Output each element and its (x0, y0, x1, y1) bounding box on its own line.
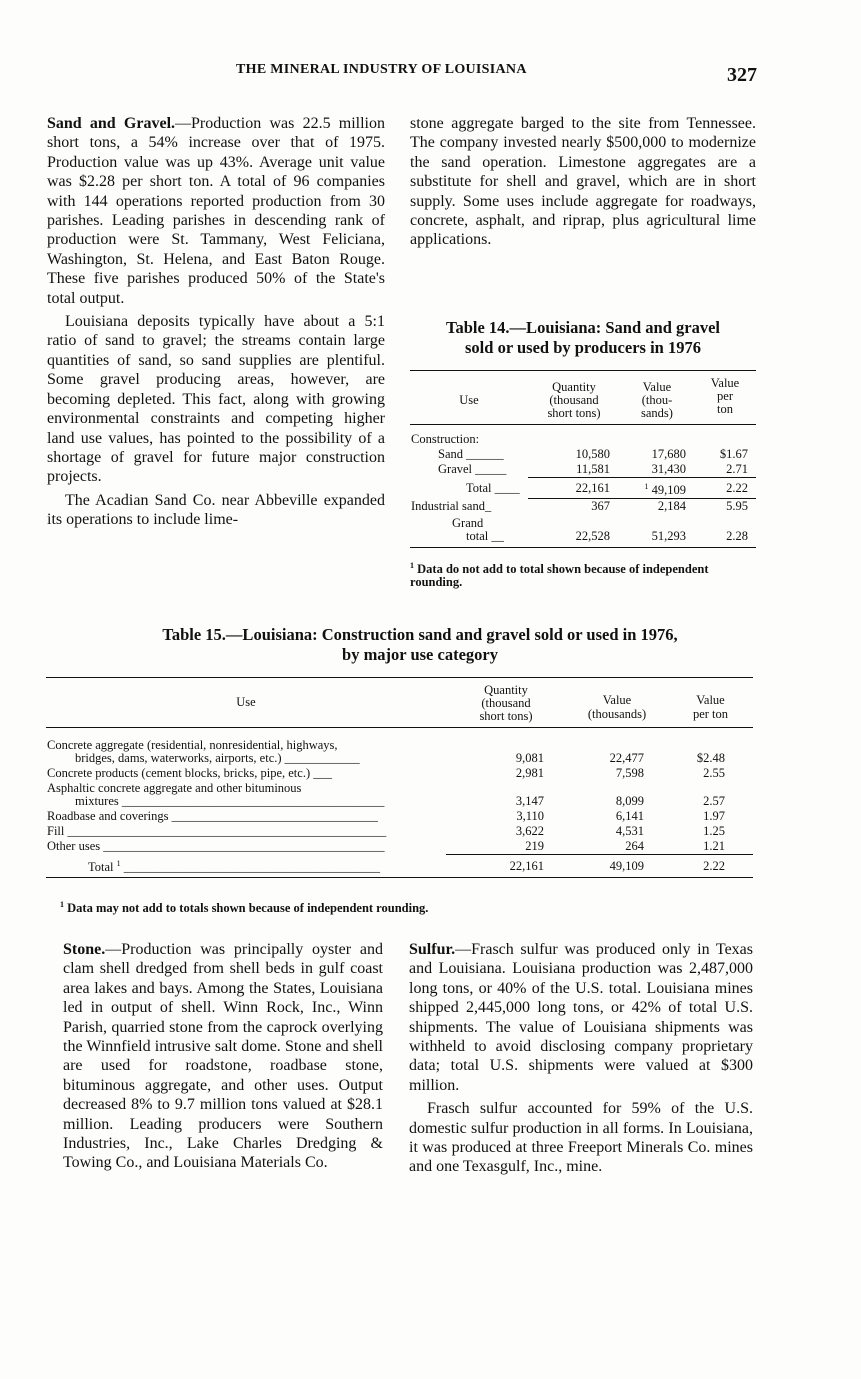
table-row: Gravel _____ 11,581 31,430 2.71 (438, 462, 748, 477)
table-row: Other uses _____________________________________________ 219 264 1.21 (47, 839, 725, 854)
table-row: Industrial sand_ 367 2,184 5.95 (410, 499, 756, 515)
table15-header-qty: Quantity (thousand short tons) (479, 683, 533, 723)
sand-gravel-paragraph-3: The Acadian Sand Co. near Abbeville expanded its operations to include lime- (47, 491, 385, 529)
table14-caption (410, 318, 756, 358)
table14-title-line2: sold or used by producers in 1976 (465, 338, 701, 357)
sulfur-section (409, 940, 753, 1177)
stone-p1-text: —Production was principally oyster and clam shell dredged from shell beds in gulf coast area lakes and bays. Among the States, Louisiana led in output of shell. Winn Rock, Inc., Winn Parish, quarried stone from the caprock overlying the Winnfield intrusive salt dome. Stone and shell are used for roadstone, roadbase stone, bituminous aggregate, and other uses. Output decreased 8% to 9.7 million tons valued at $28.1 million. Leading producers were Southern Industries, Inc., Lake Charles Dredging & Towing Co., and Louisiana Materials Co. (63, 941, 383, 1172)
table14 (410, 370, 756, 589)
stone-paragraph (63, 940, 383, 1173)
table-row: Concrete aggregate (residential, nonresidential, highways, bridges, dams, waterworks, airports, etc.) ____________ 9,081 22,477 $2.48 (47, 738, 725, 765)
table14-section-construction: Construction: (411, 432, 480, 446)
table15 (46, 677, 753, 915)
sulfur-heading: Sulfur. (409, 941, 456, 958)
table15-caption (60, 625, 780, 665)
table-row: Asphaltic concrete aggregate and other bituminous mixtures __________________________________________ 3,147 8,099 2.57 (47, 781, 725, 808)
table-row-grand-total: Grand total __ 22,528 51,293 2.28 (452, 516, 748, 544)
stone-section (63, 940, 383, 1173)
table14-footnote: $^1$ Data do not add to total shown because of independent rounding. (410, 561, 709, 590)
table15-header-use: Use (236, 695, 256, 709)
table-row: Roadbase and coverings _________________________________ 3,110 6,141 1.97 (47, 809, 725, 823)
sulfur-p1-text: —Frasch sulfur was produced only in Texas and Louisiana. Louisiana production was 2,487,000 long tons, or 40% of the U.S. total. Louisiana mines shipped 2,445,000 long tons, or 42% of total U.S. shipments. The value of Louisiana shipments was withheld to avoid disclosing company proprietary data; total U.S. shipments were valued at $300 million. (409, 941, 753, 1094)
table-row: Sand ______ 10,580 17,680 $1.67 (438, 447, 748, 461)
sulfur-paragraph-2: Frasch sulfur accounted for 59% of the U.S. domestic sulfur production in all forms. In Louisiana, it was produced at three Freeport Minerals Co. mines and one Texasgulf, Inc., mine. (409, 1100, 753, 1176)
sand-gravel-paragraph-2: Louisiana deposits typically have about a 5:1 ratio of sand to gravel; the streams contain large quantities of sand, so sand supplies are plentiful. Some gravel producing areas, however, are becoming depleted. This fact, along with growing environmental constraints and competing higher land use values, has pointed to the possibility of a shortage of gravel for future major construction projects. (47, 313, 385, 486)
table14-header-qty: Quantity (thousand short tons) (547, 379, 601, 420)
sand-gravel-paragraph-1 (47, 114, 385, 308)
table14-header-vpt: Value per ton (710, 376, 740, 416)
table-row: Total ____ 22,161 $^1$ 49,109 2.22 (410, 478, 756, 499)
table15-header-vpt: Value per ton (692, 693, 729, 721)
table14-header-value: Value (thou- sands) (641, 379, 673, 420)
left-column-top (47, 114, 385, 530)
stone-heading: Stone. (63, 941, 106, 958)
table14-title-line1: Table 14.—Louisiana: Sand and gravel (445, 318, 720, 337)
table14-header-use: Use (459, 392, 479, 407)
table15-title-line2: by major use category (342, 645, 498, 664)
right-column-top (410, 114, 756, 250)
table15-footnote: $^1$ Data may not add to totals shown because of independent rounding. (60, 899, 429, 915)
table15-title-line1: Table 15.—Louisiana: Construction sand and gravel sold or used in 1976, (162, 625, 678, 644)
sand-gravel-paragraph-3-continued: stone aggregate barged to the site from Tennessee. The company invested nearly $500,000 to modernize the sand operation. Limestone aggregates are a substitute for shell and gravel, which are in short supply. Some uses include aggregate for roadways, concrete, asphalt, and riprap, plus agricultural lime applications. (410, 115, 756, 249)
sand-gravel-heading: Sand and Gravel. (47, 115, 176, 132)
table-row-total: Total $^1$ _________________________________________ 22,161 49,109 2.22 (46, 855, 753, 878)
table-row: Fill ___________________________________________________ 3,622 4,531 1.25 (47, 824, 725, 838)
sand-gravel-p1-text: —Production was 22.5 million short tons, a 54% increase over that of 1975. Production value was up 43%. Average unit value was $2.28 per short ton. A total of 96 companies with 144 operations reported production from 30 parishes. Leading parishes in descending rank of production were St. Tammany, West Feliciana, Washington, St. Helena, and East Baton Rouge. These five parishes produced 50% of the State's total output. (47, 115, 386, 307)
running-title: THE MINERAL INDUSTRY OF LOUISIANA (236, 62, 527, 77)
page-number: 327 (727, 64, 757, 86)
table-row: Concrete products (cement blocks, bricks, pipe, etc.) ___ 2,981 7,598 2.55 (47, 766, 725, 780)
table15-header-value: Value (thousands) (587, 693, 647, 721)
sulfur-paragraph-1 (409, 940, 753, 1095)
